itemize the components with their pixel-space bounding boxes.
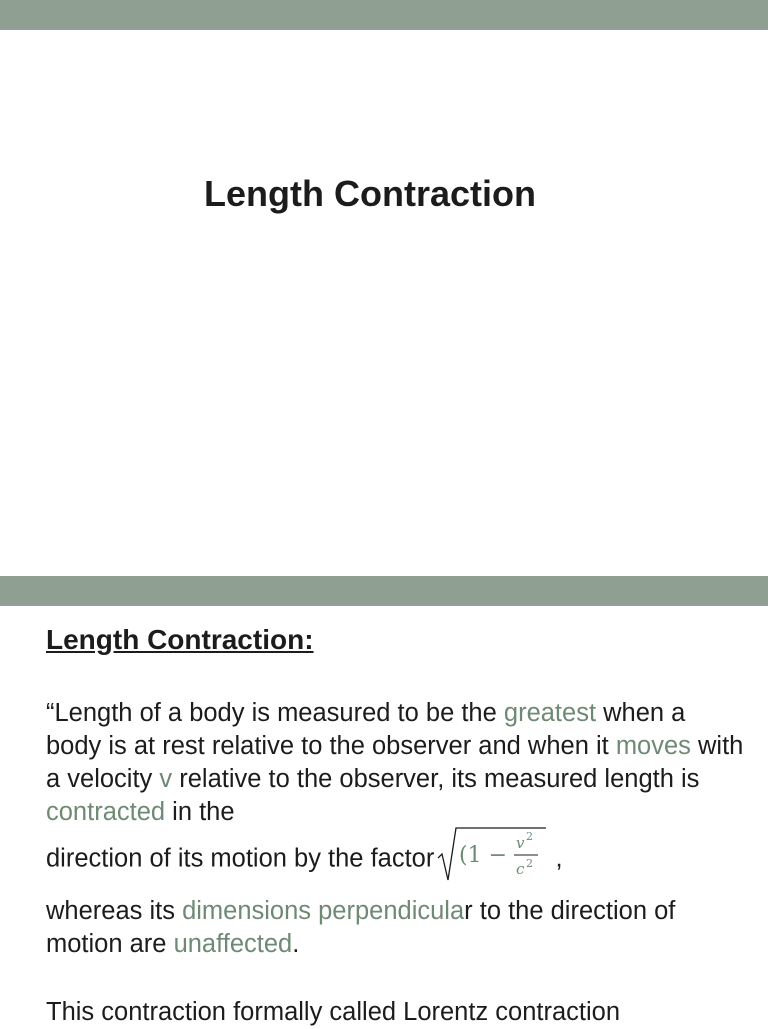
title-slide	[0, 30, 768, 576]
text-run: direction of its motion by the factor	[46, 844, 435, 873]
text-run: r to the direction of motion are	[46, 897, 676, 958]
highlight-dimensions-perpendicular: dimensions perpendicula	[182, 897, 465, 925]
formula-open: (1 −	[459, 843, 508, 868]
slide-divider-bar	[0, 576, 768, 606]
formula-denominator-exp: 2	[526, 857, 534, 870]
top-accent-bar	[0, 0, 768, 30]
highlight-greatest: greatest	[503, 699, 597, 727]
lorentz-paragraph: This contraction formally called Lorentz contraction	[46, 998, 621, 1026]
content-slide	[0, 606, 768, 1024]
text-run: relative to the observer, its measured length is	[172, 765, 700, 793]
factor-line	[46, 830, 746, 882]
highlight-unaffected: unaffected	[173, 930, 293, 958]
perpendicular-paragraph	[46, 895, 746, 961]
text-run: .	[292, 930, 300, 958]
slide-title: Length Contraction	[204, 173, 536, 214]
lorentz-factor-formula	[436, 826, 548, 882]
text-run: in the	[165, 798, 235, 826]
text-run: with a velocity	[46, 732, 744, 793]
formula-numerator-exp: 2	[526, 830, 534, 843]
highlight-contracted: contracted	[46, 798, 166, 826]
highlight-moves: moves	[615, 732, 691, 760]
text-run: “Length of a body is measured to be the	[46, 699, 504, 727]
highlight-v: v	[159, 765, 173, 793]
text-run: ,	[548, 844, 563, 873]
definition-paragraph	[46, 697, 746, 829]
content-heading: Length Contraction:	[46, 624, 314, 655]
text-run: whereas its	[46, 897, 183, 925]
formula-denominator: c	[516, 860, 525, 878]
text-run: when a body is at rest relative to the observer and when it	[46, 699, 686, 760]
formula-numerator: v	[516, 834, 525, 852]
